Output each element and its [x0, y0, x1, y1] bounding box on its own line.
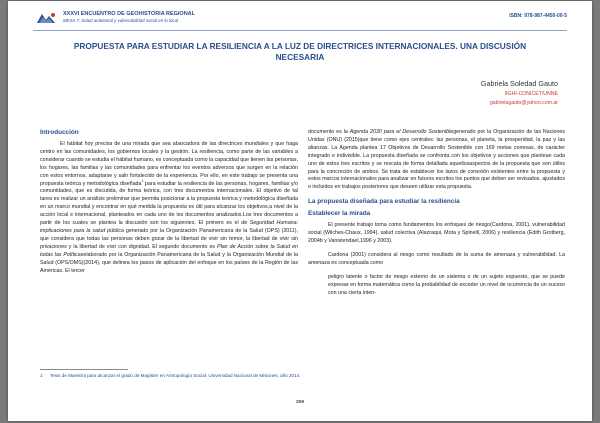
left-column: [40, 129, 298, 275]
paragraph-continuation: documento es la Agenda 2030 para el Desarrollo Sosteniblegenerado por la Organización de las Naciones Unidas (ONU) (2015)que tiene como ejes centrales: las personas, el planeta, la prosperidad, la paz y las alianzas. La Agenda plantea 17 Objetivos de Desarrollo Sostenible con 169 metas conexas, de carácter integrado e indivisible. La propuesta diseñada se confronta con los objetivos y acciones que plantean cada uno de estos tres escritos y se rescata de forma detallada aquellosaspectos de la propuesta que son útiles para la concreción de ambos. Se trata de establecer los lazos de conexión existentes entre la propuesta y estos marcos internacionales para analizar en futuros escritos los puntos que deben ser revisados, ajustados o incluidos en trabajos posteriores que deseen utilizar esta propuesta.: [308, 129, 566, 191]
author-email[interactable]: gabrielagauto@yahoo.com.ar: [489, 100, 558, 106]
footnote: [40, 373, 302, 380]
section-heading-introduccion: Introducción: [40, 129, 79, 136]
footnote-text: Tesis de Maestría para alcanzar el grado de Magíster en Antropología Social. Universidad Nacional de Misiones, año 2014.: [50, 373, 301, 378]
author-name: Gabriela Soledad Gauto: [480, 79, 558, 88]
doc-title-1: de Seguridad Humana: implicaciones para la salud pública: [40, 220, 299, 234]
header-divider: [33, 30, 567, 31]
footnote-ref[interactable]: 1: [141, 178, 144, 183]
session-title: MESA 7: Salud ambiental y vulnerabilidad social en lo local: [63, 18, 179, 23]
footnote-number: 1: [40, 373, 43, 378]
event-title: XXXVI ENCUENTRO DE GEOHISTORIA REGIONAL: [63, 11, 196, 17]
paragraph-cardona: Cardona (2001) considera al riesgo como resultado de la suma de amenaza y vulnerabilidad. La amenaza es conceptuada como: [308, 251, 565, 266]
author-affiliation: IIGHI-CONICET/UNNE: [504, 91, 558, 97]
event-logo-icon: [35, 11, 59, 25]
doc-title-2: Plan de Acción sobre la Salud en todas las Políticas: [40, 243, 298, 258]
doc-title-3: Agenda 2030 para el Desarrollo Sostenible: [349, 129, 454, 135]
subsection-heading-mirada: Establecer la mirada: [308, 210, 371, 218]
document-page: [8, 1, 592, 421]
paragraph-fundamentos: El presente trabajo toma como fundamentos los enfoques de riesgo(Cardona, 2001), vulnerabilidad social (Wilches-Chaux, 1994), salud colectiva (Alazraqui, Mota y Spinelli, 2006) y resiliencia (Edith Grotberg, 2004b y Vanistendael,1996 y 2003).: [308, 222, 565, 245]
article-title: PROPUESTA PARA ESTUDIAR LA RESILIENCIA A LA LUZ DE DIRECTRICES INTERNACIONALES. UNA DISCUSIÓN NECESARIA: [73, 41, 527, 62]
footnote-divider: [40, 369, 128, 370]
right-column: [308, 129, 565, 298]
paragraph-introduccion: El hábitat hoy precisa de una mirada que sea abarcadora de las directrices mundiales y que haga centro en las comunidades, los gobiernos locales y la gestión. La resiliencia, como parte de las variables a considerar cuando se estudia el hábitat humano, es conceptuada como la capacidad que tienen las personas, los hogares, las familias y las comunidades para enfrentar los eventos adversos que surgen en la relación con estos entornos, adaptarse y salir fortalecido de la experiencia. Por ello, en este trabajo se presenta una propuesta teórica y metodológica diseñada$^1$ para estudiar la resiliencia de las personas, hogares, familias y/o comunidades, que es discutida, de forma teórica, con tres documentos internacionales. El objetivo de tal tarea es realizar un análisis preliminar que permita posicionar a la propuesta teórica y metodológica diseñada en un marco mundial y encontrar en qué medida la propuesta es útil para alcanzar los objetivos,a nivel de la acción local e internacional, planteados en cada uno de los documentos analizados.Los tres documentos a partir de los cuales se plantea la discusión son los siguientes. El primero es el de Seguridad Humana: implicaciones para la salud pública generado por la Organización Panamericana de la Salud (OPS) (2011), que considera que todas las personas deben gozar de la libertad de vivir sin temor, la libertad de vivir sin privaciones y la libertad de vivir con dignidad. El segundo documento es Plan de Acción sobre la Salud en todas las Políticaselaborado por la Organización Panamericana de la Salud y la Organización Mundial de la Salud (OPS/OMS)(2014), que delinea los pasos de aplicación del enfoque en los países de la Región de las Américas. El tercer: [40, 141, 299, 274]
page-number: 259: [295, 400, 304, 405]
section-heading-propuesta: La propuesta diseñada para estudiar la resiliencia: [308, 198, 460, 206]
block-quote: peligro latente o factor de riesgo externo de un sistema o de un sujeto expuesto, que se puede expresar en forma matemática como la probabilidad de exceder un nivel de ocurrencia de un suceso con una cierta inten-: [328, 273, 565, 296]
isbn: ISBN: 978-987-4450-00-5: [509, 13, 567, 19]
